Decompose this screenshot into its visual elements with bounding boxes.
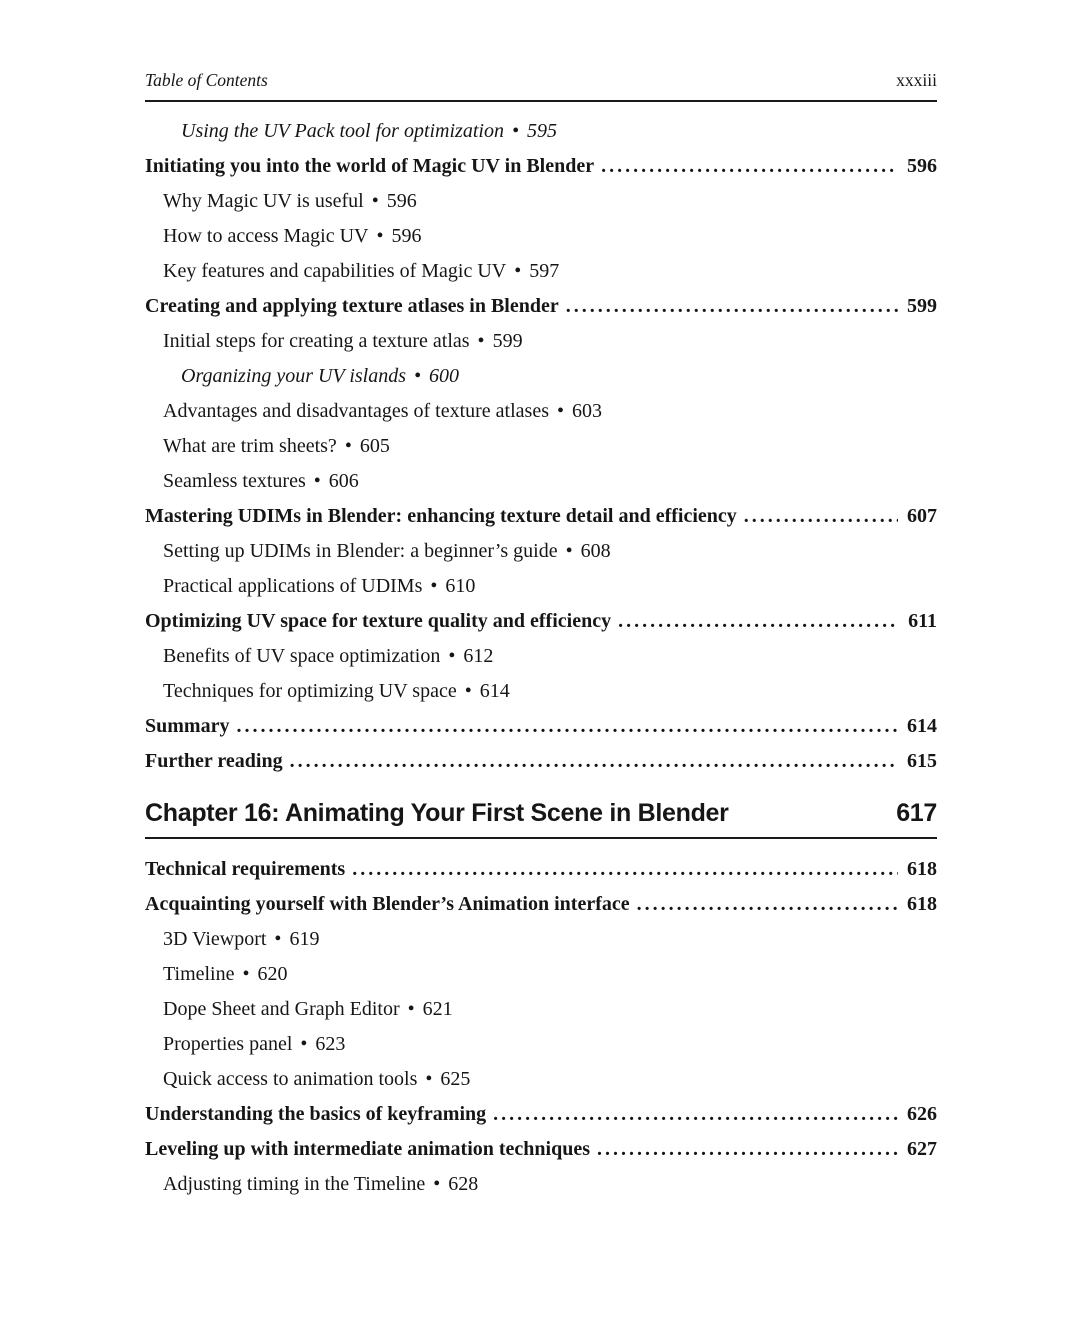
bullet-separator: •	[425, 1068, 433, 1090]
toc-entry	[145, 744, 937, 779]
toc-entry-label: Understanding the basics of keyframing	[145, 1103, 487, 1125]
toc-entry	[145, 254, 937, 289]
toc-entry-label: 3D Viewport	[163, 928, 267, 950]
toc-entry-page: 597	[529, 260, 560, 282]
toc-entry-page: 627	[907, 1138, 937, 1160]
toc-entry	[145, 709, 937, 744]
toc-entry-label: Leveling up with intermediate animation techniques	[145, 1138, 591, 1160]
toc-entry	[145, 957, 937, 992]
toc-entry-page: 626	[907, 1103, 937, 1125]
toc-entry-label: Key features and capabilities of Magic UV	[163, 260, 507, 282]
toc-entry-page: 620	[257, 963, 288, 985]
toc-entry-page: 611	[908, 610, 937, 632]
toc-entry-page: 603	[572, 400, 602, 422]
toc-entry	[145, 114, 937, 149]
toc-entry-page: 618	[907, 858, 937, 880]
toc-entry-page: 599	[907, 295, 937, 317]
dot-leader	[493, 1097, 898, 1132]
toc-entry-page: 606	[328, 470, 359, 492]
toc-entry-page: 610	[445, 575, 476, 597]
toc-section-2	[145, 852, 937, 1202]
toc-entry-label: Creating and applying texture atlases in Blender	[145, 295, 559, 317]
toc-entry-label: Timeline	[163, 963, 235, 985]
toc-entry-page: 595	[526, 120, 557, 142]
toc-entry	[145, 569, 937, 604]
bullet-separator: •	[448, 645, 456, 667]
bullet-separator: •	[514, 260, 522, 282]
chapter-heading	[145, 797, 937, 839]
toc-entry-page: 614	[907, 715, 937, 737]
page-number-roman: xxxiii	[896, 70, 937, 90]
toc-entry-page: 621	[422, 998, 453, 1020]
toc-entry-page: 596	[907, 155, 937, 177]
toc-entry-page: 600	[429, 365, 460, 387]
toc-entry	[145, 992, 937, 1027]
toc-entry	[145, 149, 937, 184]
bullet-separator: •	[376, 225, 384, 247]
toc-entry	[145, 464, 937, 499]
toc-entry-page: 599	[492, 330, 523, 352]
toc-entry-label: Initiating you into the world of Magic UV in Blender	[145, 155, 595, 177]
toc-entry-page: 608	[580, 540, 611, 562]
toc-entry	[145, 429, 937, 464]
toc-entry-label: Optimizing UV space for texture quality and efficiency	[145, 610, 612, 632]
bullet-separator: •	[274, 928, 282, 950]
toc-entry-label: Techniques for optimizing UV space	[163, 680, 457, 702]
toc-entry-page: 596	[386, 190, 417, 212]
toc-entry	[145, 1097, 937, 1132]
toc-entry-page: 607	[907, 505, 937, 527]
toc-entry-label: Dope Sheet and Graph Editor	[163, 998, 400, 1020]
toc-entry-label: Properties panel	[163, 1033, 293, 1055]
bullet-separator: •	[407, 998, 415, 1020]
toc-entry	[145, 534, 937, 569]
toc-entry-label: Seamless textures	[163, 470, 306, 492]
toc-entry-page: 628	[448, 1173, 479, 1195]
bullet-separator: •	[414, 365, 422, 387]
dot-leader	[601, 149, 898, 184]
bullet-separator: •	[313, 470, 321, 492]
running-header-title: Table of Contents	[145, 70, 268, 90]
chapter-title: Chapter 16: Animating Your First Scene in Blender	[145, 799, 729, 827]
toc-entry-label: Advantages and disadvantages of texture atlases	[163, 400, 549, 422]
toc-entry-label: Adjusting timing in the Timeline	[163, 1173, 426, 1195]
dot-leader	[352, 852, 898, 887]
toc-entry	[145, 324, 937, 359]
toc-entry	[145, 184, 937, 219]
toc-entry-label: Practical applications of UDIMs	[163, 575, 423, 597]
toc-entry-page: 605	[359, 435, 390, 457]
dot-leader	[618, 604, 899, 639]
toc-entry-page: 625	[440, 1068, 471, 1090]
toc-entry-label: Further reading	[145, 750, 283, 772]
toc-entry	[145, 852, 937, 887]
toc-entry	[145, 674, 937, 709]
dot-leader	[597, 1132, 898, 1167]
toc-entry-page: 596	[391, 225, 422, 247]
dot-leader	[290, 744, 898, 779]
toc-entry	[145, 394, 937, 429]
toc-entry-label: Why Magic UV is useful	[163, 190, 364, 212]
toc-entry	[145, 1027, 937, 1062]
toc-entry	[145, 1132, 937, 1167]
toc-entry-page: 619	[289, 928, 320, 950]
toc-entry-label: Summary	[145, 715, 230, 737]
toc-entry-label: How to access Magic UV	[163, 225, 369, 247]
dot-leader	[637, 887, 898, 922]
toc-entry-label: Initial steps for creating a texture atlas	[163, 330, 470, 352]
bullet-separator: •	[556, 400, 564, 422]
toc-entry-label: Mastering UDIMs in Blender: enhancing texture detail and efficiency	[145, 505, 737, 527]
bullet-separator: •	[565, 540, 573, 562]
bullet-separator: •	[433, 1173, 441, 1195]
bullet-separator: •	[344, 435, 352, 457]
toc-entry-label: Technical requirements	[145, 858, 346, 880]
dot-leader	[236, 709, 898, 744]
toc-entry	[145, 887, 937, 922]
bullet-separator: •	[464, 680, 472, 702]
toc-entry	[145, 359, 937, 394]
bullet-separator: •	[242, 963, 250, 985]
toc-entry-page: 623	[315, 1033, 346, 1055]
toc-entry-label: Organizing your UV islands	[181, 365, 407, 387]
bullet-separator: •	[300, 1033, 308, 1055]
toc-entry	[145, 289, 937, 324]
toc-entry-label: Setting up UDIMs in Blender: a beginner’s guide	[163, 540, 558, 562]
bullet-separator: •	[511, 120, 519, 142]
toc-entry-page: 612	[463, 645, 494, 667]
toc-entry	[145, 219, 937, 254]
toc-entry-page: 618	[907, 893, 937, 915]
toc-entry-label: Benefits of UV space optimization	[163, 645, 441, 667]
toc-entry	[145, 604, 937, 639]
bullet-separator: •	[371, 190, 379, 212]
toc-section-1	[145, 114, 937, 779]
dot-leader	[566, 289, 898, 324]
toc-entry	[145, 1167, 937, 1202]
toc-entry	[145, 922, 937, 957]
bullet-separator: •	[477, 330, 485, 352]
running-header	[145, 0, 937, 102]
toc-entry	[145, 1062, 937, 1097]
chapter-page: 617	[896, 799, 937, 827]
toc-entry-label: Acquainting yourself with Blender’s Animation interface	[145, 893, 630, 915]
toc-entry-label: What are trim sheets?	[163, 435, 337, 457]
toc-entry-page: 614	[479, 680, 510, 702]
toc-entry-label: Using the UV Pack tool for optimization	[181, 120, 504, 142]
toc-entry-page: 615	[907, 750, 937, 772]
toc-entry	[145, 639, 937, 674]
dot-leader	[744, 499, 898, 534]
toc-entry	[145, 499, 937, 534]
bullet-separator: •	[430, 575, 438, 597]
toc-entry-label: Quick access to animation tools	[163, 1068, 418, 1090]
